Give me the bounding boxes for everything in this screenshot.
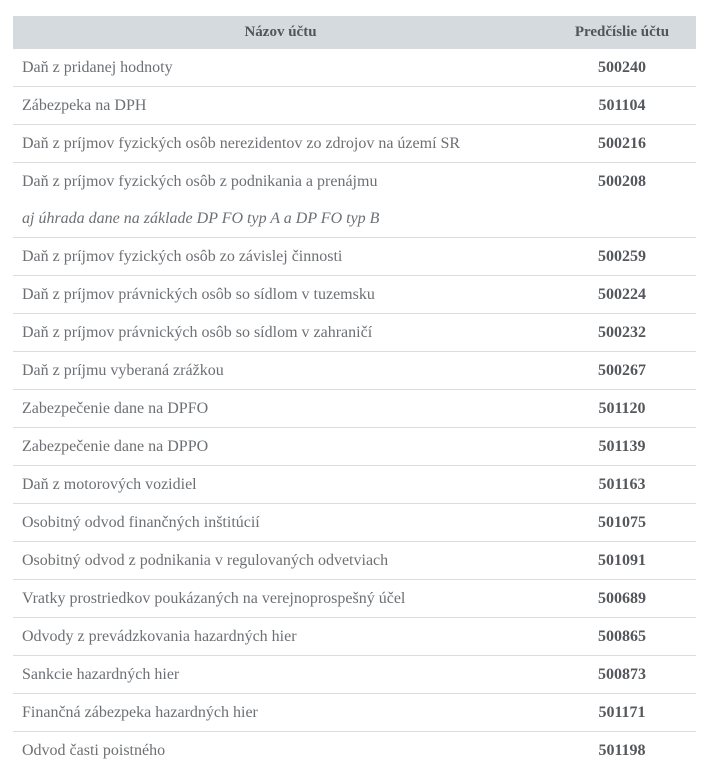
account-name: Osobitný odvod finančných inštitúcií [22,514,260,531]
account-name: Zabezpečenie dane na DPPO [22,438,209,455]
account-name: Zabezpečenie dane na DPFO [22,400,209,417]
account-prefix: 500224 [598,286,646,303]
account-prefix: 500216 [598,135,646,152]
account-name: Daň z príjmov právnických osôb so sídlom v tuzemsku [22,286,375,303]
account-name: Zábezpeka na DPH [22,97,147,114]
account-prefix: 500208 [598,173,646,190]
account-prefix: 501075 [598,514,646,531]
table-row [13,314,696,352]
account-prefix-table [13,16,696,769]
account-name: Daň z pridanej hodnoty [22,59,173,76]
account-note: aj úhrada dane na základe DP FO typ A a DP FO typ B [22,210,380,227]
account-prefix: 501104 [598,97,646,114]
table-body [13,49,696,769]
account-prefix: 500689 [598,590,646,607]
account-prefix: 500267 [598,362,646,379]
column-header-account-prefix: Predčíslie účtu [548,16,696,49]
account-name: Daň z príjmov právnických osôb so sídlom v zahraničí [22,324,373,341]
table-row [13,466,696,504]
account-name: Vratky prostriedkov poukázaných na verejnoprospešný účel [22,590,406,607]
account-name: Odvod časti poistného [22,742,166,759]
account-name: Osobitný odvod z podnikania v regulovaných odvetviach [22,552,389,569]
table-row [13,618,696,656]
column-header-account-name: Názov účtu [13,16,548,49]
account-prefix: 500240 [598,59,646,76]
table-row [13,163,696,238]
account-name: Sankcie hazardných hier [22,666,180,683]
table-row [13,352,696,390]
account-prefix: 500232 [598,324,646,341]
account-prefix: 501120 [598,400,646,417]
table-row [13,125,696,163]
table-row [13,276,696,314]
account-prefix: 501198 [598,742,646,759]
account-prefix: 500259 [598,248,646,265]
table-row [13,732,696,770]
account-name: Daň z príjmu vyberaná zrážkou [22,362,224,379]
account-prefix: 501091 [598,552,646,569]
table-row [13,542,696,580]
table-header [13,16,696,49]
account-prefix: 500873 [598,666,646,683]
account-name: Daň z príjmov fyzických osôb z podnikania a prenájmu [22,173,378,190]
table-row [13,580,696,618]
table-row [13,504,696,542]
account-name: Daň z motorových vozidiel [22,476,197,493]
table-row [13,390,696,428]
account-prefix: 501171 [598,704,646,721]
account-prefix: 501163 [598,476,646,493]
account-name: Daň z príjmov fyzických osôb zo závislej činnosti [22,248,343,265]
table-row [13,87,696,125]
account-prefix: 500865 [598,628,646,645]
account-name: Finančná zábezpeka hazardných hier [22,704,258,721]
account-prefix: 501139 [598,438,646,455]
account-name: Odvody z prevádzkovania hazardných hier [22,628,297,645]
table-row [13,428,696,466]
table-header-row [13,16,696,49]
table-row [13,238,696,276]
account-name: Daň z príjmov fyzických osôb nerezidentov zo zdrojov na území SR [22,135,461,152]
table-row [13,656,696,694]
table-row [13,49,696,87]
table-row [13,694,696,732]
